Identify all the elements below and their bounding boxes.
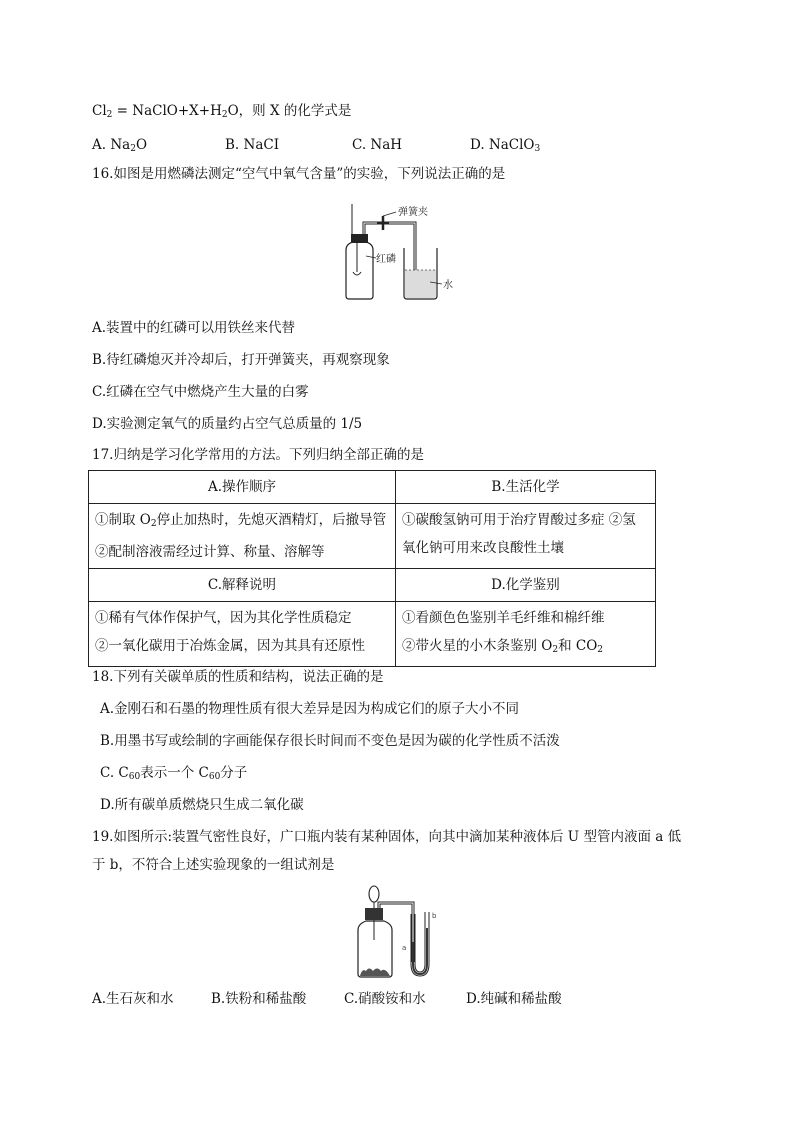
water-label: 水: [443, 280, 453, 291]
q15-option-c: C. NaH: [352, 137, 403, 153]
q19-option-b: B.铁粉和稀盐酸: [211, 991, 307, 1007]
label-b: b: [432, 912, 437, 920]
q17-stem: 17.归纳是学习化学常用的方法。下列归纳全部正确的是: [92, 447, 424, 463]
q19-stem-line2: 于 b，不符合上述实验现象的一组试剂是: [92, 857, 335, 873]
q15-option-d: D. NaClO$_3$: [470, 137, 541, 154]
red-phosphorus-label: 红磷: [376, 254, 396, 265]
q18-option-c: C. $C_{60}$表示一个 $C_{60}$分子: [100, 765, 248, 782]
q15-option-a: A. $Na_2O$: [92, 137, 148, 154]
q17-cell-b: ①碳酸氢钠可用于治疗胃酸过多症 ②氢 氧化钠可用来改良酸性土壤: [396, 504, 656, 569]
spring-clip-label: 弹簧夹: [398, 207, 428, 218]
q16-stem: 16.如图是用燃磷法测定“空气中氧气含量”的实验，下列说法正确的是: [92, 166, 506, 182]
q19-option-a: A.生石灰和水: [92, 991, 174, 1007]
q18-option-b: B.用墨书写或绘制的字画能保存很长时间而不变色是因为碳的化学性质不活泼: [100, 733, 560, 749]
q17-cell-d: ①看颜色色鉴别羊毛纤维和棉纤维 ②带火星的小木条鉴别 $O_2$和 $CO_2$: [396, 602, 656, 667]
q17-head-d: D.化学鉴别: [396, 569, 656, 602]
q17-head-b: B.生活化学: [396, 471, 656, 504]
q16-option-a: A.装置中的红磷可以用铁丝来代替: [92, 320, 296, 336]
q17-head-a: A.操作顺序: [89, 471, 396, 504]
q16-option-d: D.实验测定氧气的质量约占空气总质量的 1/5: [92, 416, 363, 432]
label-a: a: [402, 944, 407, 952]
q17-head-c: C.解释说明: [89, 569, 396, 602]
q16-option-c: C.红磷在空气中燃烧产生大量的白雾: [92, 384, 309, 400]
q18-stem: 18.下列有关碳单质的性质和结构，说法正确的是: [92, 669, 384, 685]
q18-option-d: D.所有碳单质燃烧只生成二氧化碳: [100, 797, 304, 813]
q16-option-b: B.待红磷熄灭并冷却后，打开弹簧夹，再观察现象: [92, 352, 390, 368]
q19-stem-line1: 19.如图所示:装置气密性良好，广口瓶内装有某种固体，向其中滴加某种液体后 U 型管内液面 a 低: [92, 829, 682, 845]
q16-apparatus-figure: [330, 200, 470, 302]
q17-cell-a: ①制取 $O_2$停止加热时，先熄灭酒精灯，后撤导管 ②配制溶液需经过计算、称量、溶解等: [89, 504, 396, 569]
q18-option-a: A.金刚石和石墨的物理性质有很大差异是因为构成它们的原子大小不同: [100, 701, 520, 717]
q19-option-d: D.纯碱和稀盐酸: [466, 991, 562, 1007]
q15-option-b: B. NaCI: [225, 137, 280, 153]
q19-option-c: C.硝酸铵和水: [344, 991, 426, 1007]
q15-equation: $Cl_2$ = $NaClO+X+H_2O$，则 X 的化学式是: [92, 103, 352, 120]
q19-apparatus-figure: [348, 884, 448, 980]
q17-cell-c: ①稀有气体作保护气，因为其化学性质稳定 ②一氧化碳用于冶炼金属，因为其具有还原性: [89, 602, 396, 667]
q17-summary-table: [88, 470, 656, 667]
